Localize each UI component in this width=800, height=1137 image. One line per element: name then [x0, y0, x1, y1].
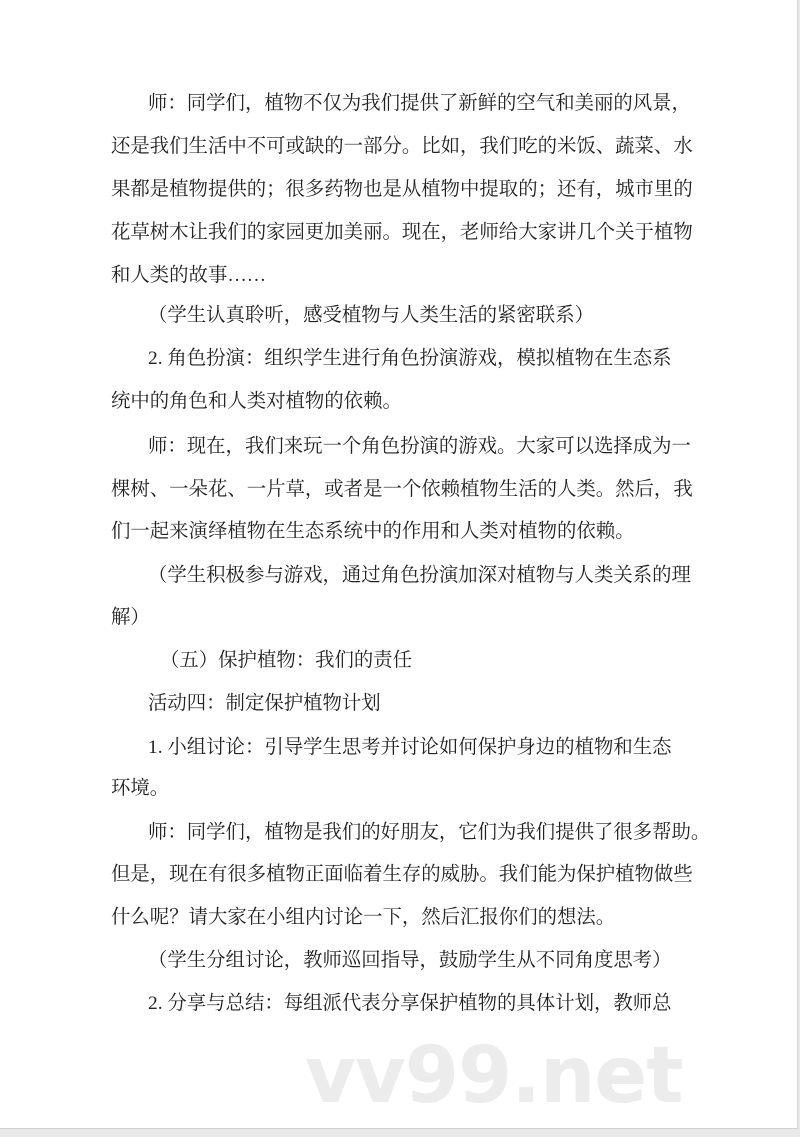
- paragraph-line: 解）: [111, 607, 150, 628]
- paragraph-line: 花草树木让我们的家园更加美丽。现在，老师给大家讲几个关于植物: [111, 222, 693, 243]
- paragraph-line: 师：同学们，植物是我们的好朋友，它们为我们提供了很多帮助。: [148, 822, 711, 843]
- paragraph-line: 师：同学们，植物不仅为我们提供了新鲜的空气和美丽的风景，: [148, 93, 691, 114]
- paragraph-line: 和人类的故事……: [111, 265, 267, 286]
- paragraph-line: 2. 角色扮演：组织学生进行角色扮演游戏，模拟植物在生态系: [148, 348, 672, 369]
- watermark: vv99.net: [305, 1031, 683, 1121]
- paragraph-line: 们一起来演绎植物在生态系统中的作用和人类对植物的依赖。: [111, 521, 635, 542]
- paragraph-line: 还是我们生活中不可或缺的一部分。比如，我们吃的米饭、蔬菜、水: [111, 136, 693, 157]
- paragraph-line: （学生认真聆听，感受植物与人类生活的紧密联系）: [148, 305, 594, 326]
- paragraph-line: 什么呢？请大家在小组内讨论一下，然后汇报你们的想法。: [111, 907, 616, 928]
- paragraph-line: 1. 小组讨论：引导学生思考并讨论如何保护身边的植物和生态: [148, 737, 672, 758]
- paragraph-line: 但是，现在有很多植物正面临着生存的威胁。我们能为保护植物做些: [111, 864, 693, 885]
- paragraph-line: 2. 分享与总结：每组派代表分享保护植物的具体计划，教师总: [148, 993, 672, 1014]
- paragraph-line: 统中的角色和人类对植物的依赖。: [111, 391, 402, 412]
- paragraph-line: 棵树、一朵花、一片草，或者是一个依赖植物生活的人类。然后，我: [111, 479, 693, 500]
- paragraph-line: （五）保护植物：我们的责任: [160, 650, 413, 671]
- paragraph-line: 环境。: [111, 778, 170, 799]
- paragraph-line: 果都是植物提供的；很多药物也是从植物中提取的；还有，城市里的: [111, 179, 693, 200]
- paragraph-line: 活动四：制定保护植物计划: [148, 693, 381, 714]
- paragraph-line: （学生积极参与游戏，通过角色扮演加深对植物与人类关系的理: [148, 565, 691, 586]
- paragraph-line: 师：现在，我们来玩一个角色扮演的游戏。大家可以选择成为一: [148, 436, 691, 457]
- paragraph-line: （学生分组讨论，教师巡回指导，鼓励学生从不同角度思考）: [148, 950, 672, 971]
